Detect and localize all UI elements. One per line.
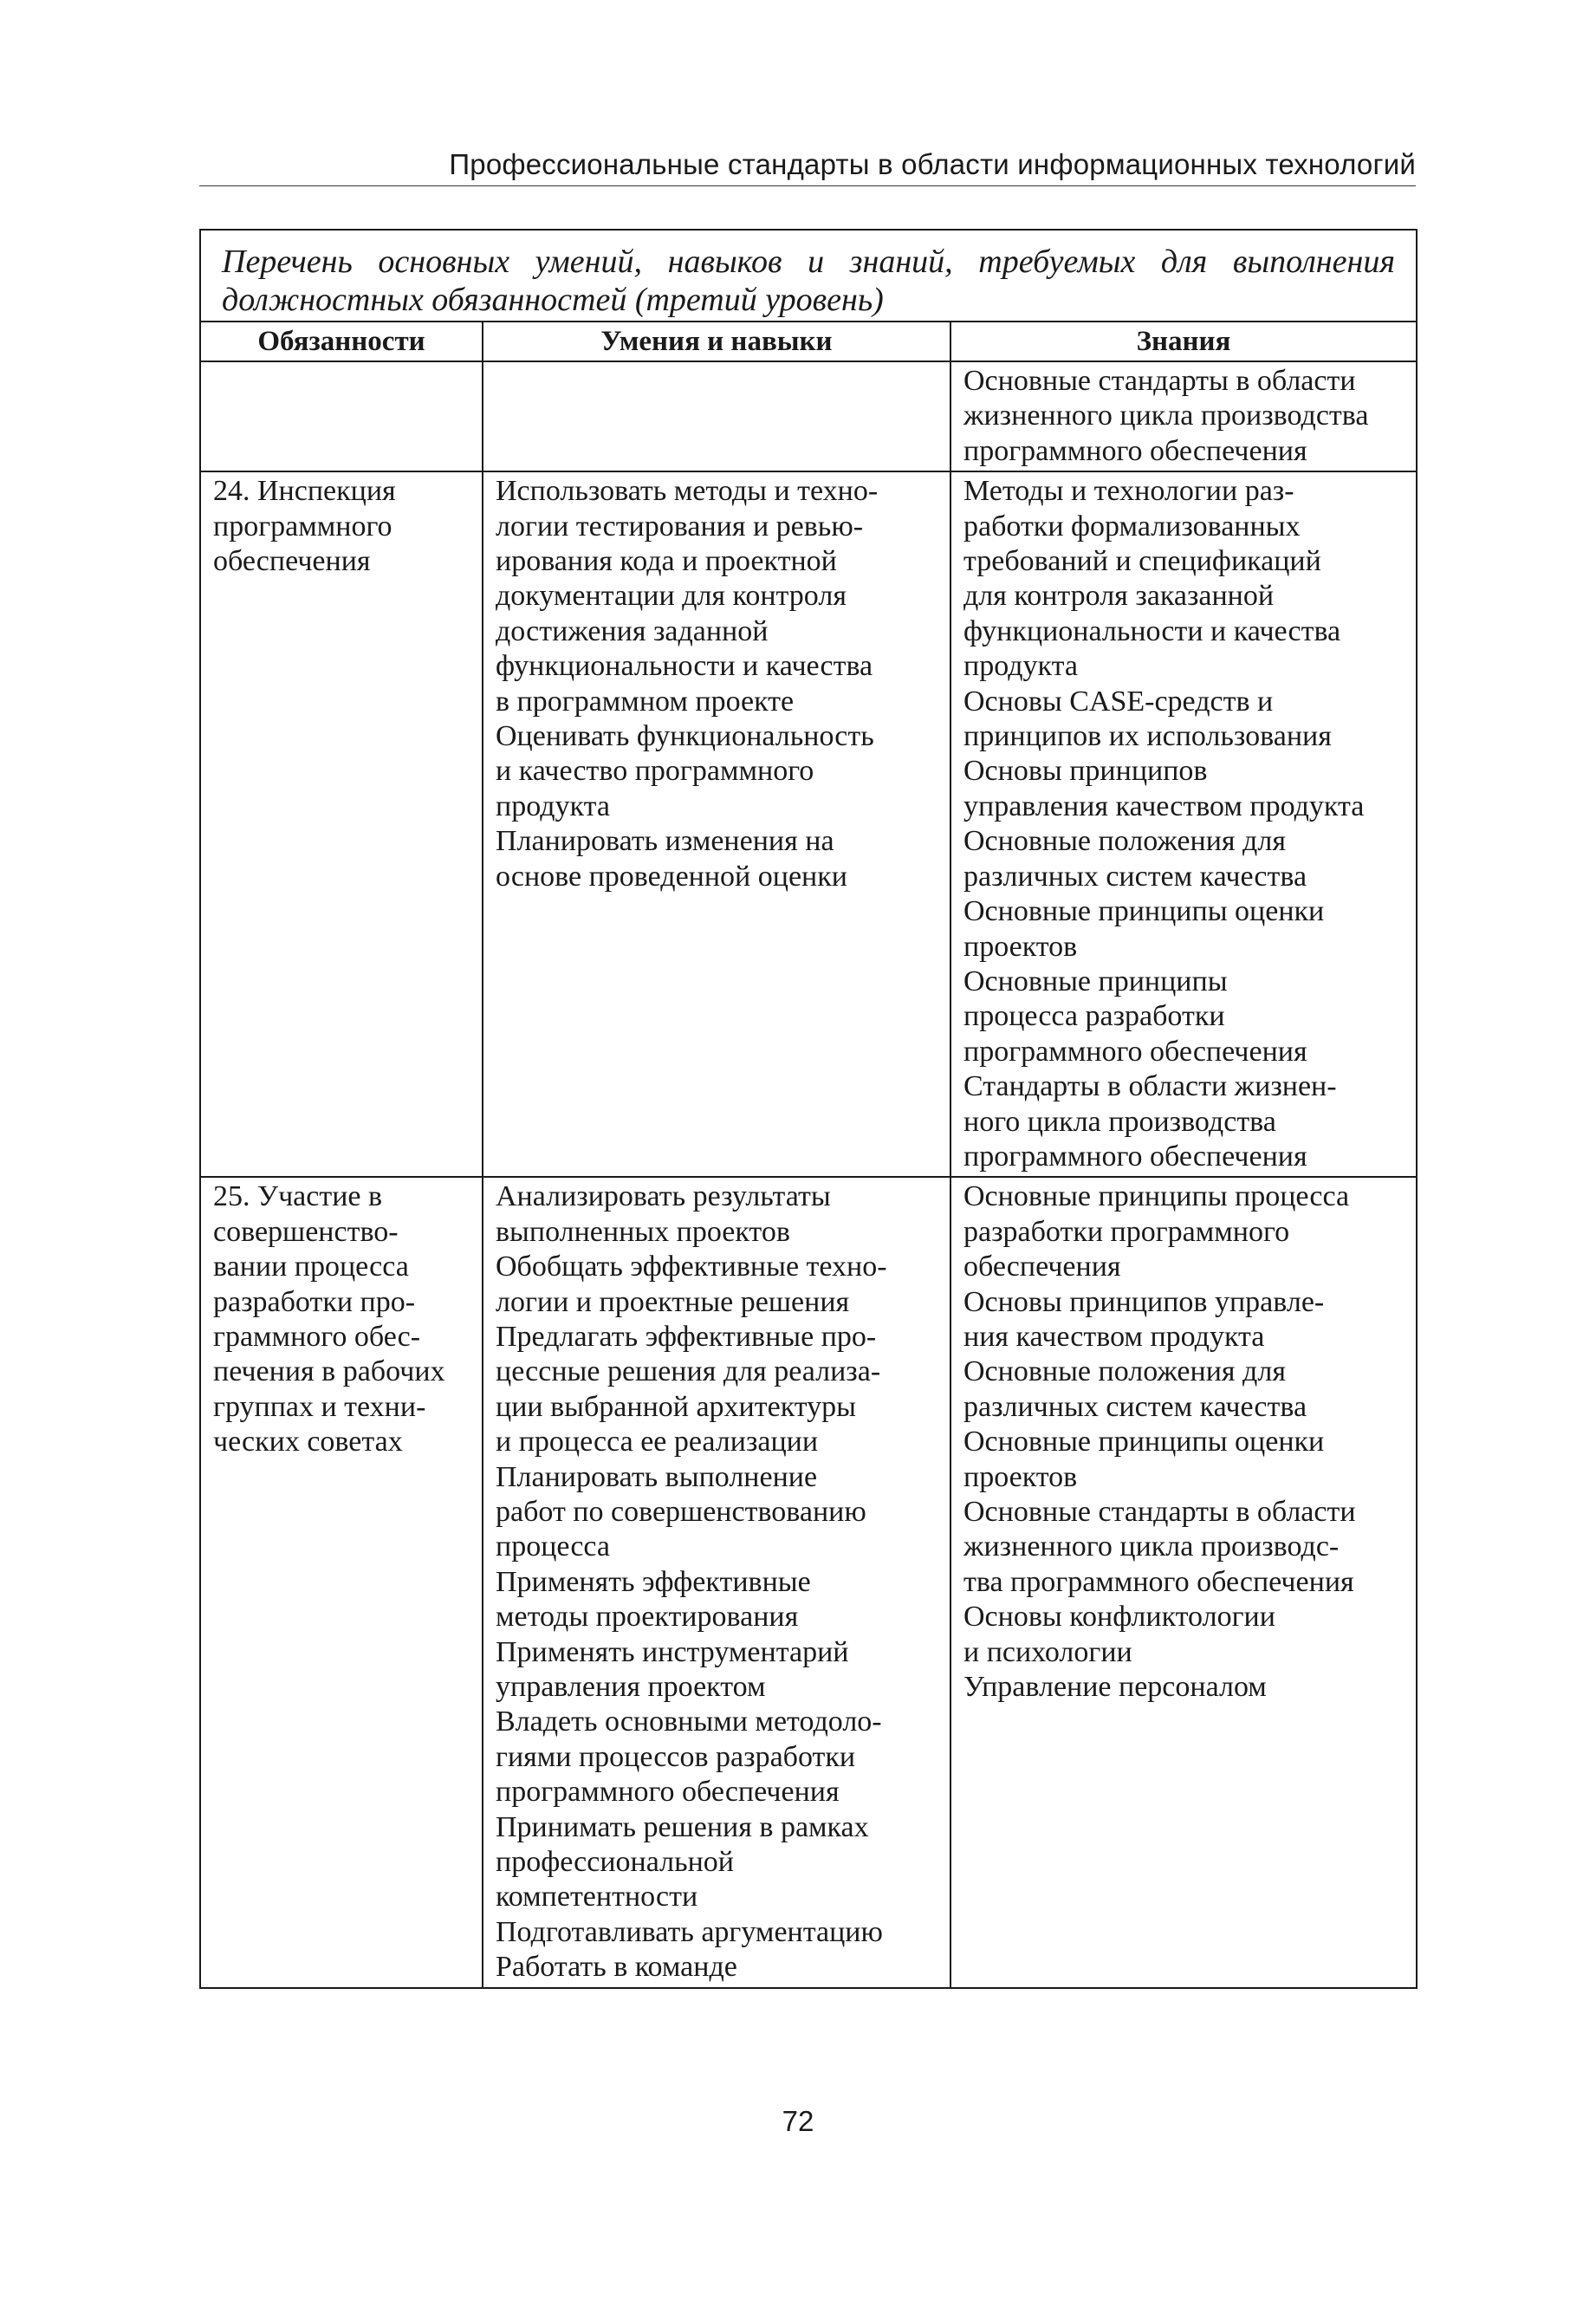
cell-text-line: Основы конфликтологии: [963, 1601, 1275, 1634]
cell-text-line: функциональности и качества: [963, 614, 1341, 647]
cell-text-line: логии тестирования и ревью-: [496, 510, 864, 543]
cell-text-line: программного обеспечения: [496, 1776, 840, 1809]
duty-cell: [200, 471, 483, 1177]
cell-text-line: Основные принципы: [963, 965, 1228, 997]
table-caption-row: [200, 230, 1417, 322]
page-number: 72: [782, 2105, 814, 2137]
cell-text-line: Основные принципы оценки: [963, 895, 1325, 928]
cell-text-line: профессиональной: [496, 1846, 734, 1879]
cell-text-line: продукта: [496, 789, 610, 822]
cell-text-line: ного цикла производства: [963, 1105, 1276, 1138]
cell-text-line: Стандарты в области жизнен-: [963, 1070, 1337, 1103]
cell-text-line: работ по совершенствованию: [496, 1496, 866, 1528]
cell-text-line: Основные стандарты в области: [963, 365, 1356, 397]
cell-text-line: Основные принципы процесса: [963, 1180, 1350, 1213]
cell-text-line: проектов: [963, 930, 1078, 963]
cell-text-line: процесса: [496, 1530, 611, 1563]
cell-text-line: в программном проекте: [496, 685, 795, 718]
cell-text-line: группах и техни-: [213, 1390, 426, 1423]
cell-text-line: программного обеспечения: [963, 1035, 1307, 1068]
cell-text-line: управления качеством продукта: [963, 789, 1365, 822]
table-row: [200, 361, 1417, 471]
column-header-duties: Обязанности: [200, 322, 483, 361]
skills-cell: [483, 361, 950, 471]
cell-text-line: 24. Инспекция: [213, 475, 396, 508]
cell-text-line: разработки про-: [213, 1285, 416, 1318]
cell-text-line: Анализировать результаты: [496, 1180, 831, 1213]
duty-cell: [200, 361, 483, 471]
cell-text-line: Принимать решения в рамках: [496, 1810, 869, 1843]
cell-text-line: гиями процессов разработки: [496, 1740, 856, 1773]
cell-text-line: обеспечения: [213, 545, 371, 578]
cell-text-line: методы проектирования: [496, 1601, 799, 1634]
cell-text-line: основе проведенной оценки: [496, 860, 847, 893]
cell-text-line: Основные положения для: [963, 1355, 1286, 1388]
cell-text-line: различных систем качества: [963, 860, 1307, 893]
cell-text-line: тва программного обеспечения: [963, 1565, 1354, 1598]
cell-text-line: продукта: [963, 650, 1078, 683]
cell-text-line: логии и проектные решения: [496, 1285, 850, 1318]
cell-text-line: и процесса ее реализации: [496, 1426, 819, 1459]
skills-cell: [483, 1177, 950, 1987]
table-header-row: [200, 322, 1417, 361]
cell-text-line: вании процесса: [213, 1251, 409, 1283]
competency-table: [199, 229, 1418, 1989]
cell-text-line: Основы CASE-средств и: [963, 685, 1274, 718]
cell-text-line: Оценивать функциональность: [496, 720, 874, 753]
cell-text-line: Использовать методы и техно-: [496, 475, 879, 508]
running-header: Профессиональные стандарты в области информационных технологий: [449, 148, 1416, 180]
cell-text-line: функциональности и качества: [496, 650, 873, 683]
cell-text-line: выполненных проектов: [496, 1215, 790, 1248]
cell-text-line: Основные положения для: [963, 825, 1286, 858]
cell-text-line: требований и спецификаций: [963, 545, 1321, 578]
cell-text-line: жизненного цикла производс-: [963, 1530, 1340, 1563]
cell-text-line: обеспечения: [963, 1251, 1121, 1283]
cell-text-line: печения в рабочих: [213, 1355, 445, 1388]
cell-text-line: для контроля заказанной: [963, 580, 1275, 613]
duty-cell: [200, 1177, 483, 1987]
cell-text-line: Основы принципов управле-: [963, 1285, 1325, 1318]
cell-text-line: Основы принципов: [963, 755, 1208, 788]
cell-text-line: программного обеспечения: [963, 1140, 1307, 1173]
knowledge-cell: [950, 1177, 1417, 1987]
cell-text-line: Работать в команде: [496, 1951, 737, 1984]
knowledge-cell: [950, 361, 1417, 471]
cell-text-line: Основные стандарты в области: [963, 1496, 1356, 1528]
cell-text-line: достижения заданной: [496, 614, 769, 647]
header-rule: [199, 185, 1416, 186]
cell-text-line: работки формализованных: [963, 510, 1301, 543]
knowledge-cell: [950, 471, 1417, 1177]
column-header-skills: Умения и навыки: [483, 322, 950, 361]
cell-text-line: Методы и технологии раз-: [963, 475, 1294, 508]
cell-text-line: программного: [213, 510, 393, 543]
table-row: [200, 471, 1417, 1177]
cell-text-line: граммного обес-: [213, 1320, 421, 1353]
cell-text-line: компетентности: [496, 1881, 698, 1913]
cell-text-line: ции выбранной архитектуры: [496, 1390, 857, 1423]
cell-text-line: проектов: [963, 1460, 1078, 1493]
cell-text-line: и психологии: [963, 1635, 1132, 1668]
cell-text-line: Обобщать эффективные техно-: [496, 1251, 887, 1283]
cell-text-line: принципов их использования: [963, 720, 1332, 753]
cell-text-line: и качество программного: [496, 755, 814, 788]
cell-text-line: совершенство-: [213, 1215, 399, 1248]
cell-text-line: ния качеством продукта: [963, 1320, 1265, 1353]
cell-text-line: Планировать изменения на: [496, 825, 834, 858]
cell-text-line: Планировать выполнение: [496, 1460, 818, 1493]
cell-text-line: Применять эффективные: [496, 1565, 811, 1598]
cell-text-line: Подготавливать аргументацию: [496, 1915, 883, 1948]
cell-text-line: разработки программного: [963, 1215, 1290, 1248]
cell-text-line: Предлагать эффективные про-: [496, 1320, 877, 1353]
competency-table-container: [199, 229, 1416, 1989]
cell-text-line: Основные принципы оценки: [963, 1426, 1325, 1459]
cell-text-line: процесса разработки: [963, 1000, 1225, 1033]
table-caption: Перечень основных умений, навыков и знаний, требуемых для выполнения должностных обязанностей (третий уровень): [200, 230, 1417, 322]
skills-cell: [483, 471, 950, 1177]
cell-text-line: управления проектом: [496, 1671, 766, 1704]
cell-text-line: программного обеспечения: [963, 434, 1307, 467]
cell-text-line: документации для контроля: [496, 580, 847, 613]
cell-text-line: ческих советах: [213, 1426, 403, 1459]
cell-text-line: ирования кода и проектной: [496, 545, 837, 578]
column-header-knowledge: Знания: [950, 322, 1417, 361]
cell-text-line: Применять инструментарий: [496, 1635, 849, 1668]
cell-text-line: цессные решения для реализа-: [496, 1355, 881, 1388]
cell-text-line: Владеть основными методоло-: [496, 1706, 882, 1738]
cell-text-line: 25. Участие в: [213, 1180, 383, 1213]
table-row: [200, 1177, 1417, 1987]
cell-text-line: Управление персоналом: [963, 1671, 1267, 1704]
cell-text-line: различных систем качества: [963, 1390, 1307, 1423]
cell-text-line: жизненного цикла производства: [963, 400, 1369, 432]
